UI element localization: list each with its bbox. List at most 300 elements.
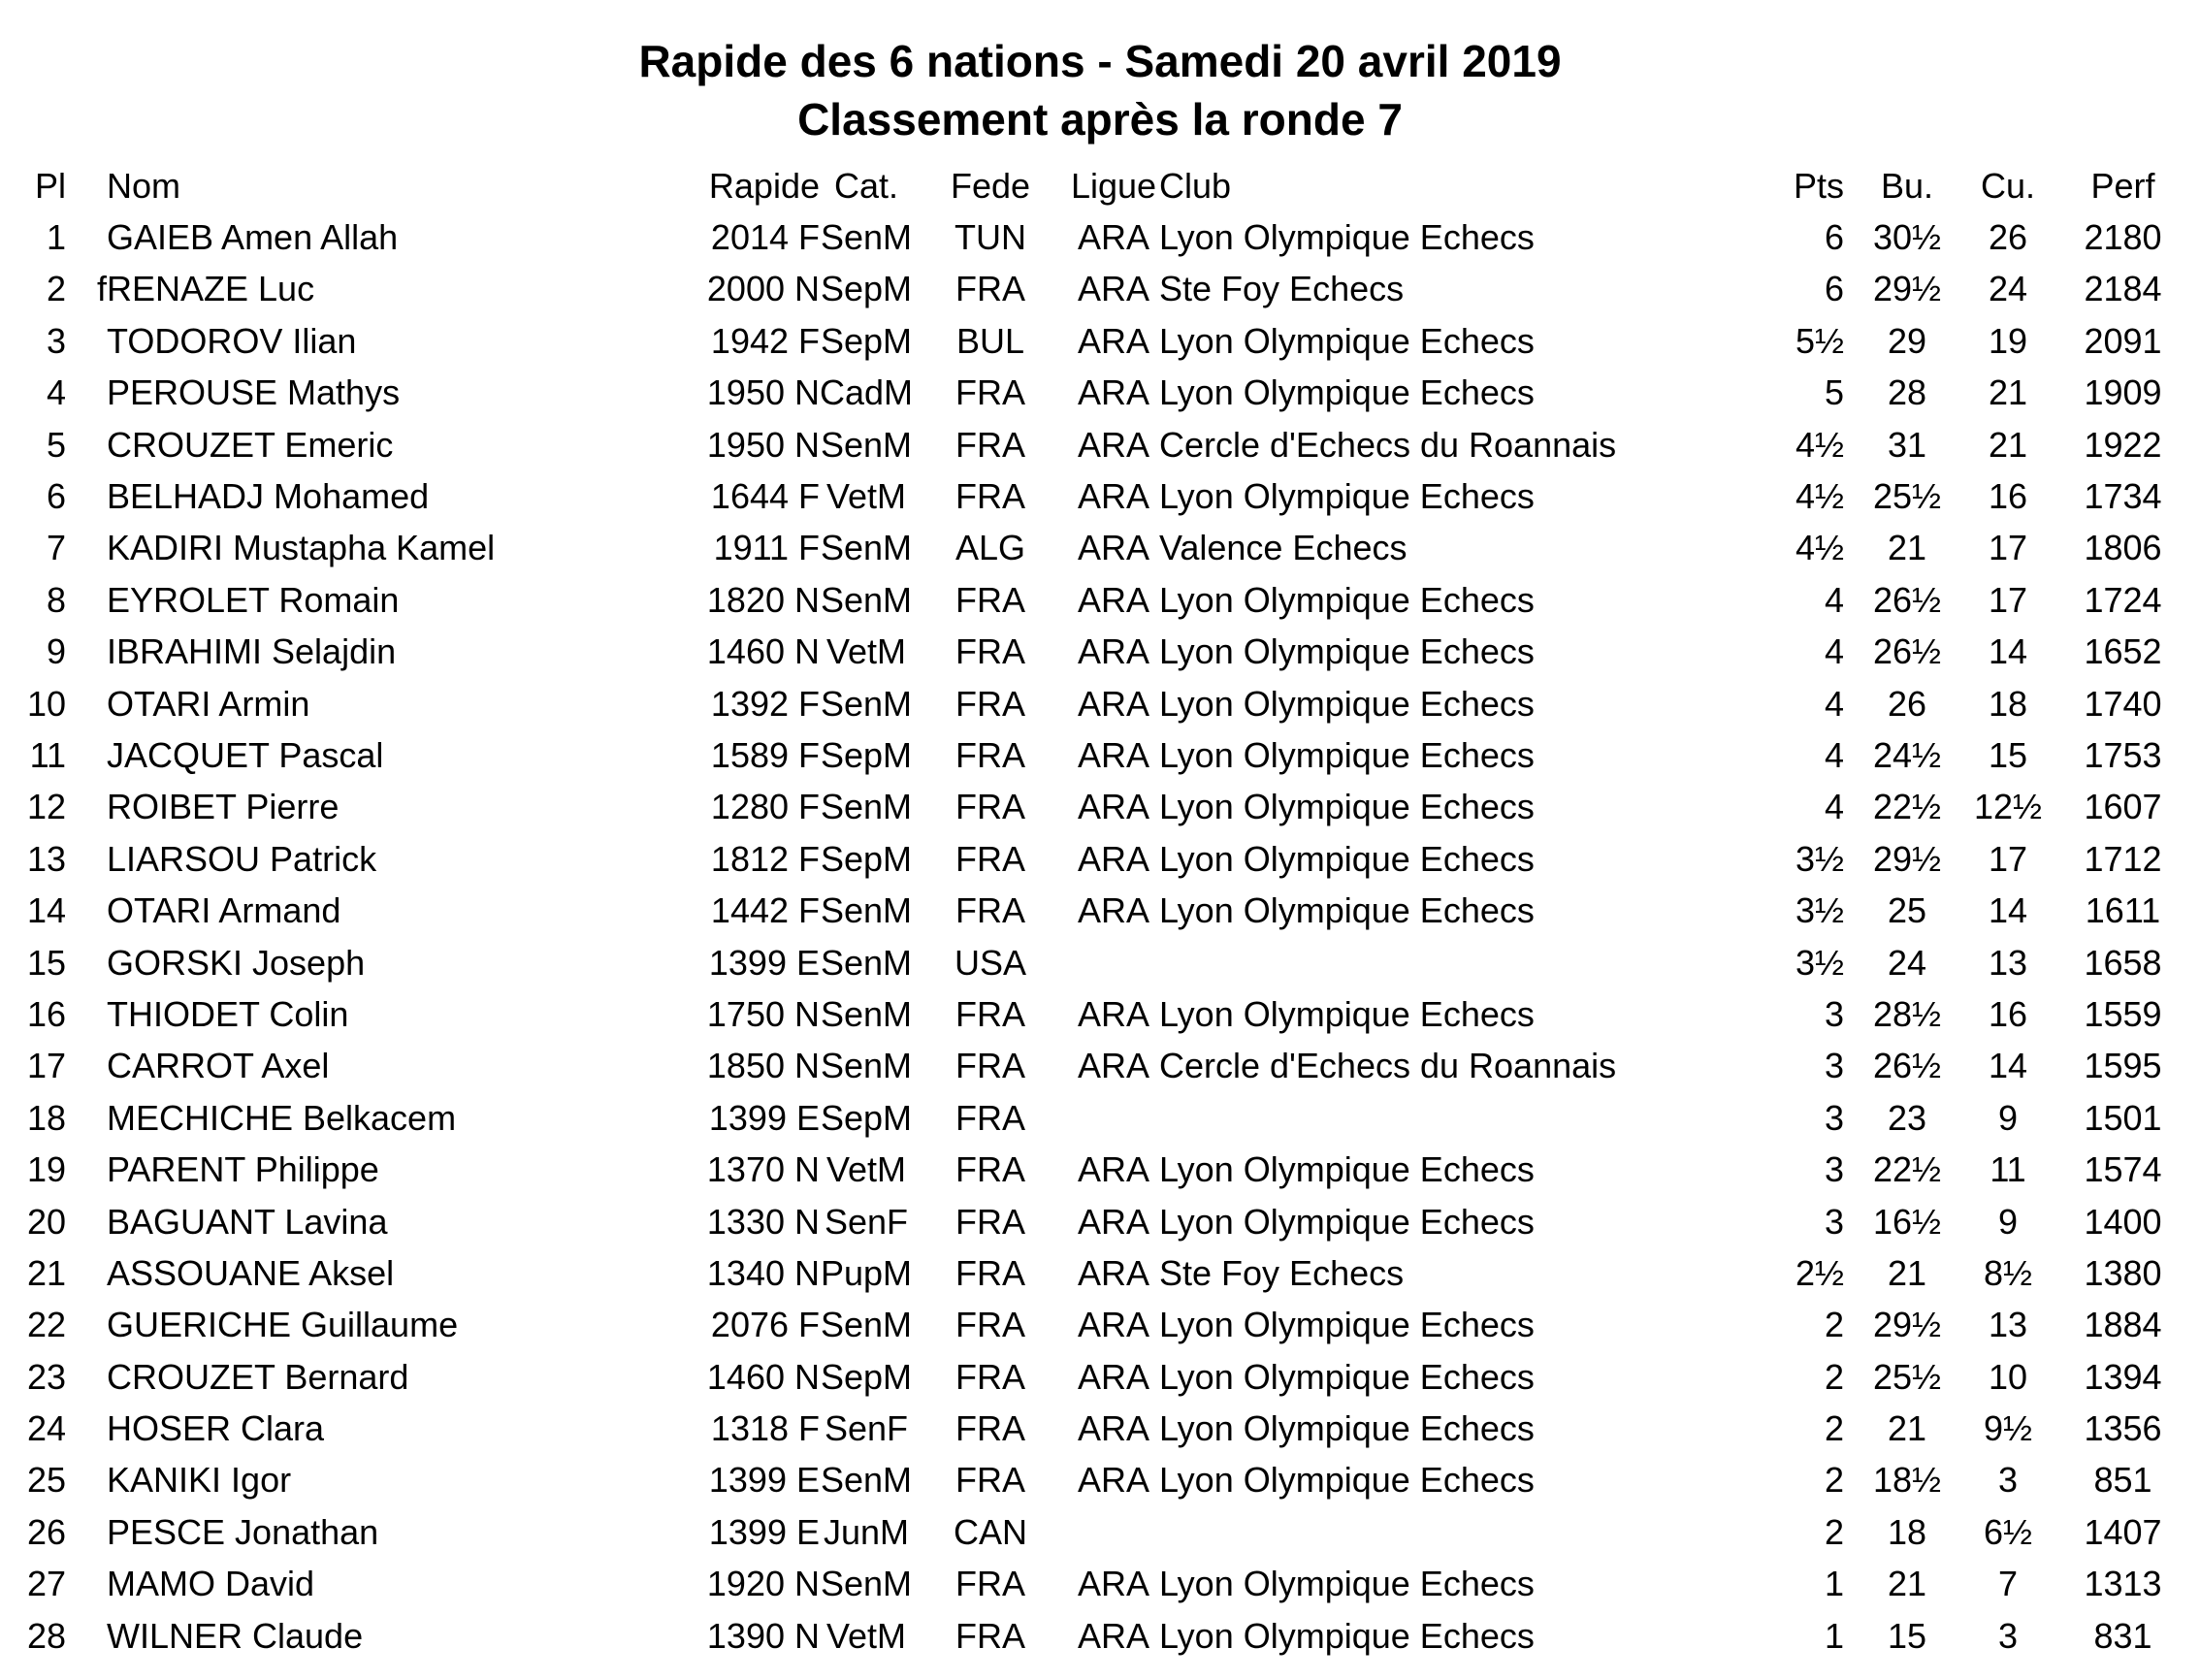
cell-place: 11 [29,734,66,775]
cell-player-name: GUERICHE Guillaume [107,1305,459,1345]
cell-title-flag [66,1041,107,1092]
cell-title-flag [66,211,107,263]
cell-points: 3½ [1795,838,1844,879]
cell-performance: 1740 [2084,683,2162,724]
cell-league: ARA [1077,1460,1150,1501]
cell-league: ARA [1077,320,1150,361]
cell-league [1068,1092,1159,1144]
cell-title-flag [66,937,107,988]
cell-club: Lyon Olympique Echecs [1159,993,1535,1034]
cell-buchholz: 29 [1887,320,1927,361]
col-header-rating: Rapide [708,165,820,206]
cell-cumulative: 9 [1997,1201,2019,1242]
page-subtitle: Classement après la ronde 7 [797,94,1403,145]
cell-buchholz: 24 [1887,942,1927,983]
cell-performance: 2091 [2084,320,2162,361]
cell-player-name: BAGUANT Lavina [107,1201,388,1242]
cell-points: 1 [1824,1615,1844,1656]
cell-place: 9 [46,631,66,672]
cell-cumulative: 12½ [1973,787,2043,827]
cell-buchholz: 22½ [1872,1149,1942,1190]
cell-title-flag [66,627,107,678]
table-row [0,627,2200,678]
cell-player-name: JACQUET Pascal [107,734,384,775]
cell-points: 2 [1824,1460,1844,1501]
cell-title-flag [66,1300,107,1351]
cell-federation: FRA [955,631,1025,672]
cell-place: 3 [46,320,66,361]
cell-rating: 1399 E [708,1097,820,1138]
cell-rating: 2076 F [710,1305,820,1345]
cell-federation: FRA [955,1046,1025,1086]
cell-points: 4 [1824,787,1844,827]
standings-body [0,211,2200,1662]
cell-category: CadM [820,372,914,413]
cell-rating: 1318 F [710,1408,820,1449]
cell-title-flag [66,1247,107,1299]
cell-rating: 1850 N [706,1046,820,1086]
cell-title-flag [66,523,107,574]
cell-performance: 1607 [2084,787,2162,827]
cell-category: SenF [824,1201,909,1242]
cell-cumulative: 19 [1988,320,2028,361]
cell-rating: 1950 N [706,424,820,465]
table-row [0,523,2200,574]
cell-league: ARA [1077,683,1150,724]
cell-title-flag [66,885,107,936]
cell-player-name: HOSER Clara [107,1408,325,1449]
cell-place: 16 [26,993,66,1034]
cell-federation: FRA [955,1149,1025,1190]
cell-league [1068,937,1159,988]
cell-title-flag [66,470,107,522]
cell-buchholz: 25½ [1872,1356,1942,1397]
cell-buchholz: 21 [1887,1564,1927,1604]
cell-place: 28 [26,1615,66,1656]
cell-cumulative: 21 [1988,424,2028,465]
cell-performance: 1652 [2084,631,2162,672]
cell-points: 3½ [1795,942,1844,983]
cell-player-name: CROUZET Bernard [107,1356,409,1397]
cell-cumulative: 17 [1988,579,2028,620]
standings-table [0,160,2200,1662]
cell-league: ARA [1077,1408,1150,1449]
cell-title-flag [66,315,107,367]
cell-club: Lyon Olympique Echecs [1159,1201,1535,1242]
table-row [0,1351,2200,1403]
cell-federation: FRA [955,683,1025,724]
cell-title-flag [66,1455,107,1506]
table-row [0,1610,2200,1662]
cell-player-name: OTARI Armand [107,890,341,931]
cell-cumulative: 17 [1988,528,2028,568]
cell-rating: 1340 N [706,1252,820,1293]
cell-cumulative: 14 [1988,890,2028,931]
cell-place: 21 [26,1252,66,1293]
cell-points: 4 [1824,579,1844,620]
cell-buchholz: 21 [1887,528,1927,568]
cell-buchholz: 28½ [1872,993,1942,1034]
cell-title-flag [66,678,107,729]
cell-player-name: PARENT Philippe [107,1149,379,1190]
cell-buchholz: 26 [1887,683,1927,724]
cell-category: VetM [825,1615,907,1656]
table-row [0,833,2200,885]
cell-club [1159,1092,1513,1144]
cell-place: 17 [26,1046,66,1086]
cell-performance: 1407 [2084,1511,2162,1552]
col-header-points: Pts [1793,165,1844,206]
cell-category: SenM [820,1046,913,1086]
table-row [0,1041,2200,1092]
cell-title-flag [66,1403,107,1454]
cell-club: Lyon Olympique Echecs [1159,890,1535,931]
table-row [0,1144,2200,1195]
cell-federation: FRA [955,579,1025,620]
cell-category: VetM [825,476,907,517]
cell-title-flag [66,1144,107,1195]
cell-place: 2 [46,269,66,309]
col-header-performance: Perf [2090,165,2155,206]
cell-place: 18 [26,1097,66,1138]
cell-rating: 1392 F [710,683,820,724]
cell-federation: FRA [955,372,1025,413]
cell-league: ARA [1077,1564,1150,1604]
cell-performance: 1595 [2084,1046,2162,1086]
cell-federation: TUN [954,217,1026,258]
table-row [0,1196,2200,1247]
cell-player-name: TODOROV Ilian [107,320,357,361]
cell-club: Lyon Olympique Echecs [1159,579,1535,620]
cell-cumulative: 14 [1988,631,2028,672]
cell-cumulative: 21 [1988,372,2028,413]
cell-rating: 1399 E [708,1511,820,1552]
col-header-place: Pl [34,165,66,206]
table-row [0,1300,2200,1351]
cell-cumulative: 24 [1988,269,2028,309]
cell-title-flag [66,419,107,470]
cell-buchholz: 21 [1887,1252,1927,1293]
cell-points: 2 [1824,1408,1844,1449]
cell-points: 3½ [1795,890,1844,931]
col-header-club: Club [1159,165,1232,206]
cell-title-flag [66,833,107,885]
cell-rating: 1911 F [713,528,820,568]
cell-title-flag [66,1559,107,1610]
cell-place: 13 [26,838,66,879]
cell-points: 2 [1824,1511,1844,1552]
cell-performance: 1724 [2084,579,2162,620]
cell-player-name: ROIBET Pierre [107,787,340,827]
table-row [0,470,2200,522]
cell-cumulative: 3 [1997,1460,2019,1501]
cell-club: Lyon Olympique Echecs [1159,734,1535,775]
cell-cumulative: 8½ [1983,1252,2033,1293]
cell-points: 4 [1824,631,1844,672]
col-header-name: Nom [107,165,181,206]
cell-league: ARA [1077,1615,1150,1656]
table-row [0,1403,2200,1454]
page-title: Rapide des 6 nations - Samedi 20 avril 2019 [638,36,1562,86]
cell-player-name: LIARSOU Patrick [107,838,377,879]
cell-federation: CAN [953,1511,1027,1552]
cell-category: SenF [824,1408,909,1449]
cell-club [1159,1506,1513,1558]
cell-points: 1 [1824,1564,1844,1604]
cell-cumulative: 14 [1988,1046,2028,1086]
cell-cumulative: 10 [1988,1356,2028,1397]
cell-title-flag [66,1610,107,1662]
cell-points: 4½ [1795,476,1844,517]
cell-federation: FRA [955,269,1025,309]
cell-buchholz: 23 [1887,1097,1927,1138]
cell-league: ARA [1077,1356,1150,1397]
cell-player-name: MAMO David [107,1564,315,1604]
cell-cumulative: 13 [1988,942,2028,983]
cell-cumulative: 9½ [1983,1408,2033,1449]
cell-player-name: PESCE Jonathan [107,1511,379,1552]
cell-title-flag [66,1196,107,1247]
cell-club: Valence Echecs [1159,528,1407,568]
cell-place: 14 [26,890,66,931]
cell-club: Lyon Olympique Echecs [1159,683,1535,724]
cell-player-name: BELHADJ Mohamed [107,476,430,517]
cell-rating: 1589 F [710,734,820,775]
cell-buchholz: 18 [1887,1511,1927,1552]
cell-category: SepM [820,838,913,879]
cell-player-name: RENAZE Luc [107,269,315,309]
cell-points: 3 [1824,1097,1844,1138]
cell-performance: 1574 [2084,1149,2162,1190]
table-row [0,211,2200,263]
cell-category: SenM [820,787,913,827]
cell-club: Cercle d'Echecs du Roannais [1159,1046,1617,1086]
cell-club: Lyon Olympique Echecs [1159,631,1535,672]
cell-cumulative: 9 [1997,1097,2019,1138]
cell-place: 10 [26,683,66,724]
cell-club [1159,937,1513,988]
cell-federation: FRA [955,424,1025,465]
cell-rating: 1442 F [710,890,820,931]
cell-place: 24 [26,1408,66,1449]
cell-points: 4½ [1795,528,1844,568]
cell-club: Lyon Olympique Echecs [1159,1356,1535,1397]
cell-title-flag [66,574,107,626]
cell-player-name: GAIEB Amen Allah [107,217,399,258]
table-row [0,419,2200,470]
cell-rating: 1950 N [706,372,820,413]
cell-rating: 1750 N [706,993,820,1034]
cell-cumulative: 13 [1988,1305,2028,1345]
cell-federation: FRA [955,787,1025,827]
cell-title-flag [66,368,107,419]
cell-buchholz: 30½ [1872,217,1942,258]
cell-points: 4½ [1795,424,1844,465]
cell-rating: 2000 N [706,269,820,309]
cell-league: ARA [1077,424,1150,465]
cell-player-name: MECHICHE Belkacem [107,1097,457,1138]
cell-points: 3 [1824,1046,1844,1086]
cell-league: ARA [1077,1305,1150,1345]
cell-category: SepM [820,1097,913,1138]
cell-player-name: OTARI Armin [107,683,310,724]
cell-performance: 1356 [2084,1408,2162,1449]
cell-category: VetM [825,631,907,672]
cell-category: SepM [820,734,913,775]
cell-player-name: IBRAHIMI Selajdin [107,631,397,672]
cell-club: Lyon Olympique Echecs [1159,1149,1535,1190]
table-row [0,368,2200,419]
cell-buchholz: 25½ [1872,476,1942,517]
col-header-category: Cat. [833,165,899,206]
cell-category: SenM [820,424,913,465]
cell-rating: 1644 F [710,476,820,517]
cell-cumulative: 3 [1997,1615,2019,1656]
cell-category: SenM [820,1564,913,1604]
cell-federation: FRA [955,1252,1025,1293]
cell-player-name: PEROUSE Mathys [107,372,401,413]
cell-points: 3 [1824,993,1844,1034]
cell-category: SenM [820,579,913,620]
cell-cumulative: 16 [1988,476,2028,517]
cell-performance: 1559 [2084,993,2162,1034]
cell-category: SenM [820,993,913,1034]
cell-buchholz: 29½ [1872,269,1942,309]
table-row [0,1247,2200,1299]
cell-place: 4 [46,372,66,413]
cell-rating: 1370 N [706,1149,820,1190]
cell-buchholz: 25 [1887,890,1927,931]
cell-player-name: CROUZET Emeric [107,424,394,465]
cell-points: 5½ [1795,320,1844,361]
cell-federation: ALG [954,528,1026,568]
table-row [0,1455,2200,1506]
cell-place: 15 [26,942,66,983]
cell-cumulative: 16 [1988,993,2028,1034]
cell-league: ARA [1077,890,1150,931]
cell-club: Lyon Olympique Echecs [1159,320,1535,361]
cell-player-name: KADIRI Mustapha Kamel [107,528,496,568]
col-header-title-flag [66,160,107,211]
cell-club: Lyon Olympique Echecs [1159,838,1535,879]
cell-rating: 1280 F [710,787,820,827]
cell-points: 6 [1824,269,1844,309]
cell-category: VetM [825,1149,907,1190]
cell-federation: FRA [955,993,1025,1034]
cell-points: 2½ [1795,1252,1844,1293]
table-row [0,678,2200,729]
cell-buchholz: 24½ [1872,734,1942,775]
col-header-federation: Fede [950,165,1031,206]
cell-points: 5 [1824,372,1844,413]
cell-place: 5 [46,424,66,465]
cell-title-flag [66,1092,107,1144]
table-row [0,1092,2200,1144]
cell-federation: FRA [955,1305,1025,1345]
cell-title-flag [66,1351,107,1403]
cell-federation: FRA [955,1408,1025,1449]
cell-cumulative: 11 [1990,1149,2026,1190]
cell-title-flag [66,782,107,833]
cell-category: SepM [820,320,913,361]
cell-player-name: ASSOUANE Aksel [107,1252,395,1293]
cell-place: 12 [26,787,66,827]
cell-rating: 1330 N [706,1201,820,1242]
cell-buchholz: 26½ [1872,1046,1942,1086]
cell-league: ARA [1077,217,1150,258]
cell-performance: 1806 [2084,528,2162,568]
cell-club: Ste Foy Echecs [1159,269,1405,309]
cell-category: SenM [820,890,913,931]
cell-place: 1 [46,217,66,258]
cell-league [1068,1506,1159,1558]
cell-performance: 1884 [2084,1305,2162,1345]
cell-club: Lyon Olympique Echecs [1159,1460,1535,1501]
cell-performance: 1611 [2085,890,2161,931]
cell-cumulative: 18 [1988,683,2028,724]
cell-federation: FRA [955,1201,1025,1242]
cell-player-name: GORSKI Joseph [107,942,366,983]
col-header-buchholz: Bu. [1880,165,1934,206]
cell-league: ARA [1077,1252,1150,1293]
cell-buchholz: 18½ [1872,1460,1942,1501]
cell-club: Cercle d'Echecs du Roannais [1159,424,1617,465]
cell-player-name: THIODET Colin [107,993,349,1034]
cell-league: ARA [1077,787,1150,827]
cell-cumulative: 26 [1988,217,2028,258]
cell-performance: 1394 [2084,1356,2162,1397]
cell-performance: 1313 [2084,1564,2162,1604]
cell-rating: 1460 N [706,1356,820,1397]
cell-club: Lyon Olympique Echecs [1159,1408,1535,1449]
cell-category: SenM [820,1460,913,1501]
cell-league: ARA [1077,528,1150,568]
cell-player-name: EYROLET Romain [107,579,400,620]
cell-rating: 1399 E [708,942,820,983]
cell-performance: 1400 [2084,1201,2162,1242]
cell-performance: 1658 [2084,942,2162,983]
cell-performance: 2184 [2084,269,2162,309]
cell-place: 25 [26,1460,66,1501]
cell-club: Ste Foy Echecs [1159,1252,1405,1293]
cell-federation: FRA [955,1564,1025,1604]
cell-place: 27 [26,1564,66,1604]
cell-league: ARA [1077,1201,1150,1242]
cell-rating: 1390 N [706,1615,820,1656]
cell-category: JunM [823,1511,910,1552]
cell-league: ARA [1077,993,1150,1034]
cell-rating: 1460 N [706,631,820,672]
cell-place: 20 [26,1201,66,1242]
cell-buchholz: 29½ [1872,1305,1942,1345]
cell-league: ARA [1077,734,1150,775]
cell-rating: 2014 F [710,217,820,258]
cell-category: SepM [820,1356,913,1397]
cell-league: ARA [1077,372,1150,413]
cell-league: ARA [1077,1149,1150,1190]
cell-league: ARA [1077,579,1150,620]
cell-league: ARA [1077,631,1150,672]
cell-buchholz: 15 [1887,1615,1927,1656]
cell-category: SenM [820,942,913,983]
col-header-cumulative: Cu. [1980,165,2036,206]
cell-category: PupM [820,1252,913,1293]
cell-rating: 1920 N [706,1564,820,1604]
cell-category: SenM [820,683,913,724]
table-row [0,782,2200,833]
cell-buchholz: 31 [1887,424,1927,465]
header-row [0,160,2200,211]
